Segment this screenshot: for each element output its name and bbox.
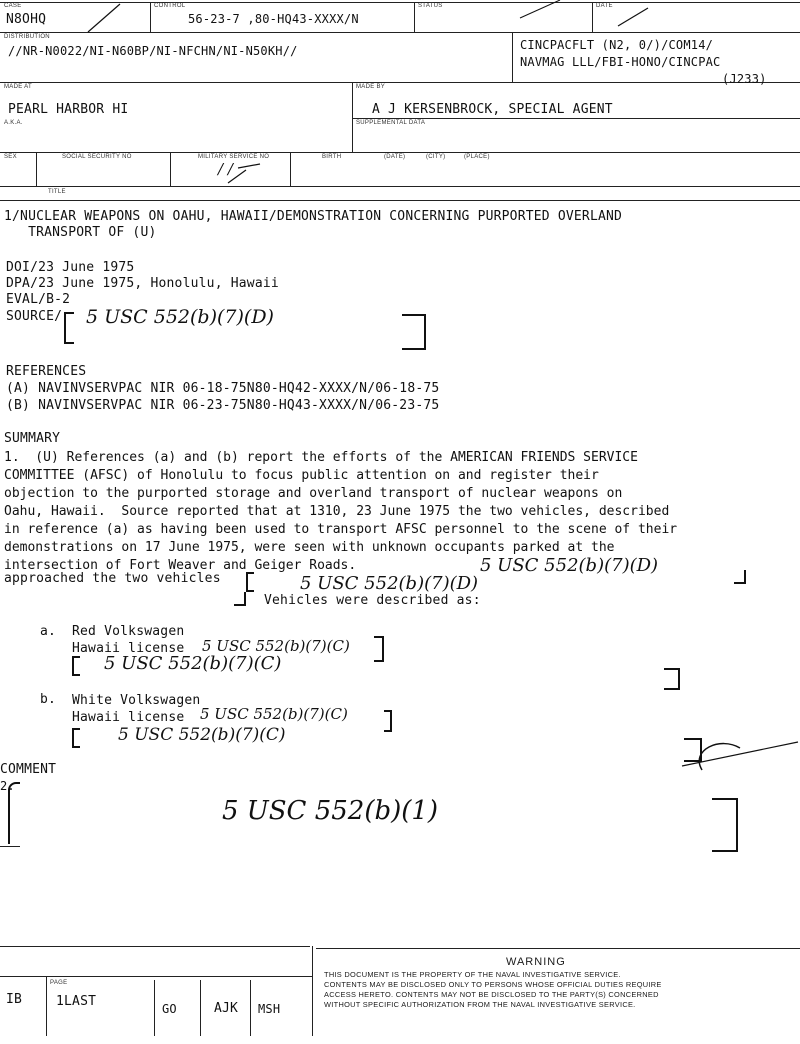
status-label: STATUS [418, 3, 443, 9]
summary-line: demonstrations on 17 June 1975, were seen with unknown occupants parked at the [4, 540, 615, 555]
comment-redaction: 5 USC 552(b)(1) [222, 796, 439, 826]
msn-label: MILITARY SERVICE NO [198, 154, 270, 160]
summary-line: Oahu, Hawaii. Source reported that at 1310, 23 June 1975 the two vehicles, described [4, 504, 670, 519]
summary-line: COMMITTEE (AFSC) of Honolulu to focus public attention on and register their [4, 468, 599, 483]
distribution-label: DISTRIBUTION [4, 34, 50, 40]
supplemental-label: SUPPLEMENTAL DATA [356, 120, 426, 126]
warning-line: ACCESS HERETO. CONTENTS MAY NOT BE DISCLOSED TO THE PARTY(S) CONCERNED [324, 990, 659, 999]
approach-text: approached the two vehicles [4, 571, 221, 586]
redaction-bracket-close [734, 570, 746, 584]
ssn-label: SOCIAL SECURITY NO [62, 154, 132, 160]
summary-line: in reference (a) as having been used to transport AFSC personnel to the scene of their [4, 522, 678, 537]
title-label: TITLE [48, 189, 66, 195]
summary-redaction-b: 5 USC 552(b)(7)(D) [300, 573, 479, 594]
comment-heading: COMMENT [0, 762, 57, 777]
made-at-label: MADE AT [4, 84, 32, 90]
msn-handwritten: / / [218, 160, 233, 178]
reference-item-a: (A) NAVINVSERVPAC NIR 06-18-75N80-HQ42-XXXX/N/06-18-75 [6, 381, 440, 396]
warning-text [324, 970, 662, 1010]
warning-line: THIS DOCUMENT IS THE PROPERTY OF THE NAVAL INVESTIGATIVE SERVICE. [324, 970, 621, 979]
distribution-right-line1: CINCPACFLT (N2, 0/)/COM14/ [520, 38, 714, 52]
source-redaction: 5 USC 552(b)(7)(D) [86, 306, 274, 328]
summary-redaction-a: 5 USC 552(b)(7)(D) [480, 555, 659, 576]
warning-title: WARNING [506, 956, 566, 968]
footer-cell-last: 1LAST [56, 994, 97, 1009]
case-value: N8OHQ [6, 12, 47, 27]
header-pen-marks [0, 0, 800, 200]
subject-line-2: TRANSPORT OF (U) [4, 225, 157, 240]
warning-line: CONTENTS MAY BE DISCLOSED ONLY TO PERSONS WHOSE OFFICIAL DUTIES REQUIRE [324, 980, 662, 989]
page-label: PAGE [50, 980, 68, 986]
vehicles-text: Vehicles were described as: [264, 593, 481, 608]
comment-number: 2. [0, 779, 15, 793]
redaction-bracket-close [234, 592, 246, 606]
case-label: CASE [4, 3, 22, 9]
form-row-divider [0, 200, 800, 201]
reference-item-b: (B) NAVINVSERVPAC NIR 06-23-75N80-HQ43-XXXX/N/06-23-75 [6, 398, 440, 413]
redaction-bracket-open [246, 572, 254, 592]
vehicle-a-marker: a. [40, 624, 57, 639]
made-at-value: PEARL HARBOR HI [8, 102, 129, 117]
vehicle-a-license-label: Hawaii license [72, 641, 185, 656]
source-label: SOURCE/ [6, 309, 63, 324]
sex-label: SEX [4, 154, 17, 160]
redaction-bracket-open [72, 656, 80, 676]
distribution-right-line3: (J233) [722, 72, 767, 86]
footer-col-divider [200, 980, 201, 1036]
footer-cell-ib: IB [6, 992, 23, 1007]
footer-rule [316, 948, 800, 949]
footer-col-divider [250, 980, 251, 1036]
birth-place-label: (PLACE) [464, 154, 490, 160]
birth-label: BIRTH [322, 154, 342, 160]
summary-line: 1. (U) References (a) and (b) report the efforts of the AMERICAN FRIENDS SERVICE [4, 450, 638, 465]
redaction-bracket-open [72, 728, 80, 748]
vehicle-a-redaction-1: 5 USC 552(b)(7)(C) [202, 637, 350, 655]
warning-line: WITHOUT SPECIFIC AUTHORIZATION FROM THE NAVAL INVESTIGATIVE SERVICE. [324, 1000, 636, 1009]
summary-line: intersection of Fort Weaver and Geiger Roads. [4, 558, 357, 573]
summary-heading: SUMMARY [4, 431, 61, 446]
comment-rule [0, 846, 20, 847]
vehicle-b-redaction-1: 5 USC 552(b)(7)(C) [200, 705, 348, 723]
doi-line: DOI/23 June 1975 [6, 260, 135, 275]
redaction-bracket-open [64, 312, 74, 344]
redaction-bracket-open [8, 782, 20, 844]
redaction-bracket-close [374, 636, 384, 662]
dpa-line: DPA/23 June 1975, Honolulu, Hawaii [6, 276, 279, 291]
footer-cell-ajk: AJK [214, 1001, 239, 1016]
footer-col-divider [312, 946, 313, 1036]
date-label: DATE [596, 3, 613, 9]
footer-rule [0, 946, 310, 947]
pen-scribble [680, 730, 800, 790]
birth-city-label: (CITY) [426, 154, 446, 160]
references-heading: REFERENCES [6, 364, 87, 379]
distribution-value: //NR-N0022/NI-N60BP/NI-NFCHN/NI-N50KH// [8, 44, 298, 58]
control-label: CONTROL [154, 3, 186, 9]
redaction-bracket-close [712, 798, 738, 852]
subject-line-1: 1/NUCLEAR WEAPONS ON OAHU, HAWAII/DEMONSTRATION CONCERNING PURPORTED OVERLAND [4, 209, 623, 224]
footer-col-divider [46, 976, 47, 1036]
footer-cell-msh: MSH [258, 1002, 281, 1016]
birth-date-label: (DATE) [384, 154, 406, 160]
footer-cell-go: GO [162, 1002, 177, 1016]
vehicle-b-redaction-2: 5 USC 552(b)(7)(C) [118, 725, 286, 745]
vehicle-b-license-label: Hawaii license [72, 710, 185, 725]
vehicle-a-redaction-2: 5 USC 552(b)(7)(C) [104, 653, 282, 674]
summary-line: objection to the purported storage and overland transport of nuclear weapons on [4, 486, 623, 501]
eval-line: EVAL/B-2 [6, 292, 71, 307]
vehicle-a-name: Red Volkswagen [72, 624, 185, 639]
redaction-bracket-close [664, 668, 680, 690]
made-by-label: MADE BY [356, 84, 386, 90]
vehicle-b-name: White Volkswagen [72, 693, 201, 708]
redaction-bracket-close [402, 314, 426, 350]
control-value: 56-23-7 ,80-HQ43-XXXX/N [188, 12, 359, 26]
redaction-bracket-close [384, 710, 392, 732]
footer-col-divider [154, 980, 155, 1036]
aka-label: A.K.A. [4, 120, 23, 126]
distribution-right-line2: NAVMAG LLL/FBI-HONO/CINCPAC [520, 55, 721, 69]
made-by-value: A J KERSENBROCK, SPECIAL AGENT [372, 102, 613, 117]
vehicle-b-marker: b. [40, 692, 57, 707]
